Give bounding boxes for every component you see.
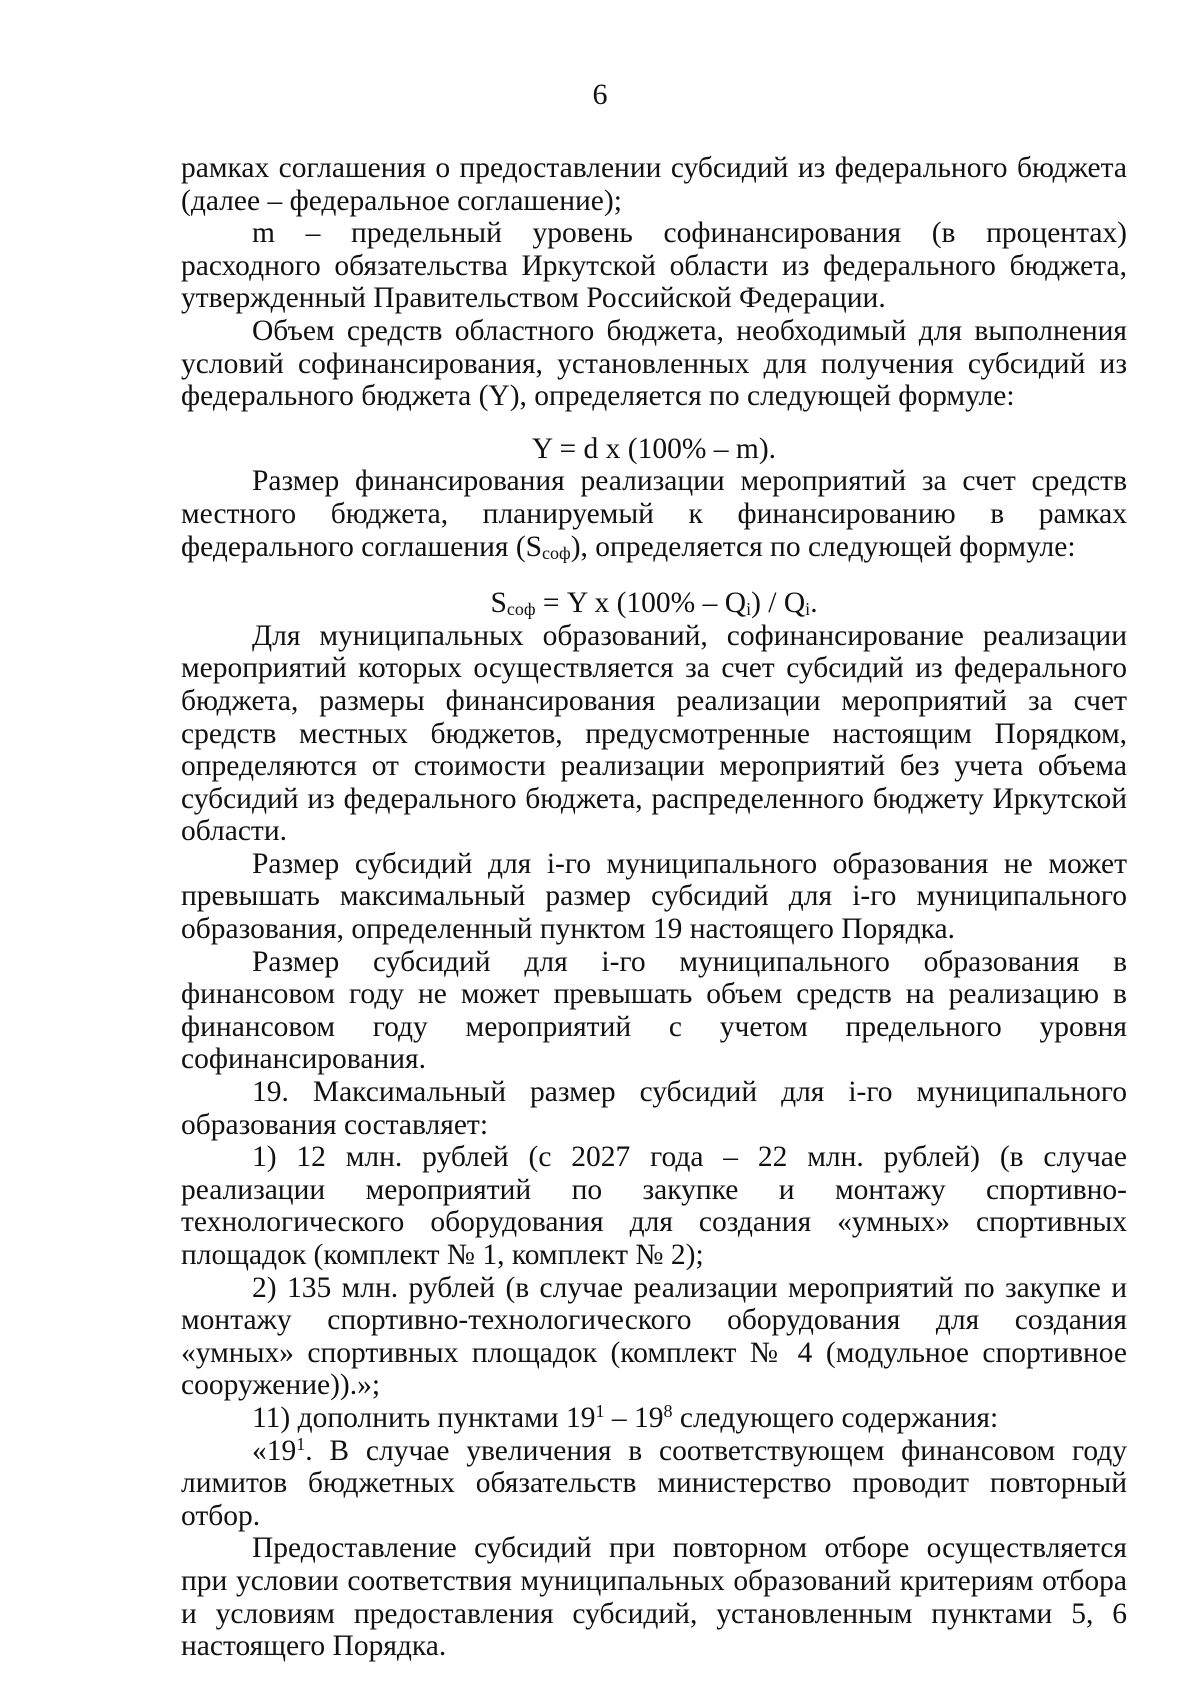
paragraph-local-budget [181, 465, 1127, 563]
formula-q-subscript-2: i [805, 599, 811, 620]
formula-s [181, 587, 1127, 620]
paragraph-local-budget-text-end: ), определяется по следующей формуле: [570, 530, 1076, 563]
paragraph-item-19: 19. Максимальный размер субсидий для i-го муниципального образования составляет: [181, 1076, 1127, 1141]
formula-s-middle-2: ) / Q [751, 587, 806, 620]
scof-subscript: соф [542, 542, 571, 563]
item-11-text-c: следующего содержания: [672, 1401, 999, 1434]
item-11-text-a: 11) дополнить пунктами 19 [252, 1401, 596, 1434]
paragraph-regional-budget: Объем средств областного бюджета, необходимый для выполнения условий софинансирования, установленных для получения субсидий из федерального бюджета (Y), определяется по следующей формуле: [181, 314, 1127, 413]
formula-q-subscript-1: i [746, 599, 752, 620]
document-body [181, 152, 1127, 1663]
paragraph-financial-year-limit: Размер субсидий для i-го муниципального образования в финансовом году не может превышать объем средств на реализацию в финансовом году мероприятий с учетом предельного уровня софинансирования. [181, 945, 1127, 1076]
paragraph-repeat-selection: Предоставление субсидий при повторном отборе осуществляется при условии соответствия муниципальных образований критериям отбора и условиям предоставления субсидий, установленным пунктами 5, 6 настоящего Порядка. [181, 1532, 1127, 1663]
paragraph-municipal-cofinancing: Для муниципальных образований, софинансирование реализации мероприятий которых осуществляется за счет субсидий из федерального бюджета, размеры финансирования реализации мероприятий за счет средств местных бюджетов, предусмотренные настоящим Порядком, определяются от стоимости реализации мероприятий без учета объема субсидий из федерального бюджета, распределенного бюджету Иркутской области. [181, 619, 1127, 848]
paragraph-item-11 [181, 1402, 1127, 1435]
item-19-1-superscript: 1 [296, 1433, 306, 1454]
paragraph-subsidy-limit: Размер субсидий для i-го муниципального образования не может превышать максимальный размер субсидий для i-го муниципального образования, определенный пунктом 19 настоящего Порядка. [181, 847, 1127, 946]
formula-s-symbol: S [490, 587, 507, 620]
paragraph-continuation: рамках соглашения о предоставлении субсидий из федерального бюджета (далее – федеральное соглашение); [181, 152, 1127, 217]
paragraph-local-budget-text-start: Размер финансирования реализации мероприятий за счет средств местного бюджета, планируемый к финансированию в рамках федерального соглашения (S [181, 465, 1127, 563]
formula-s-end: . [810, 587, 818, 620]
item-11-text-b: – 19 [604, 1401, 664, 1434]
item-11-superscript-1: 1 [595, 1400, 605, 1421]
paragraph-m-definition: m – предельный уровень софинансирования (в процентах) расходного обязательства Иркутской области из федерального бюджета, утвержденный Правительством Российской Федерации. [181, 217, 1127, 315]
paragraph-item-2: 2) 135 млн. рублей (в случае реализации мероприятий по закупке и монтажу спортивно-технологического оборудования для создания «умных» спортивных площадок (комплект № 4 (модульное спортивное сооружение)).»; [181, 1271, 1127, 1402]
formula-s-middle: = Y x (100% – Q [535, 587, 747, 620]
paragraph-item-19-1 [181, 1435, 1127, 1533]
item-19-1-text-b: . В случае увеличения в соответствующем финансовом году лимитов бюджетных обязательств министерство проводит повторный отбор. [181, 1434, 1127, 1532]
paragraph-item-1: 1) 12 млн. рублей (с 2027 года – 22 млн. рублей) (в случае реализации мероприятий по закупке и монтажу спортивно-технологического оборудования для создания «умных» спортивных площадок (комплект № 1, комплект № 2); [181, 1141, 1127, 1271]
page-number: 6 [592, 78, 608, 111]
formula-y: Y = d x (100% – m). [531, 432, 777, 465]
item-11-superscript-8: 8 [663, 1400, 673, 1421]
formula-s-subscript: соф [506, 599, 536, 620]
item-19-1-text-a: «19 [252, 1434, 297, 1467]
